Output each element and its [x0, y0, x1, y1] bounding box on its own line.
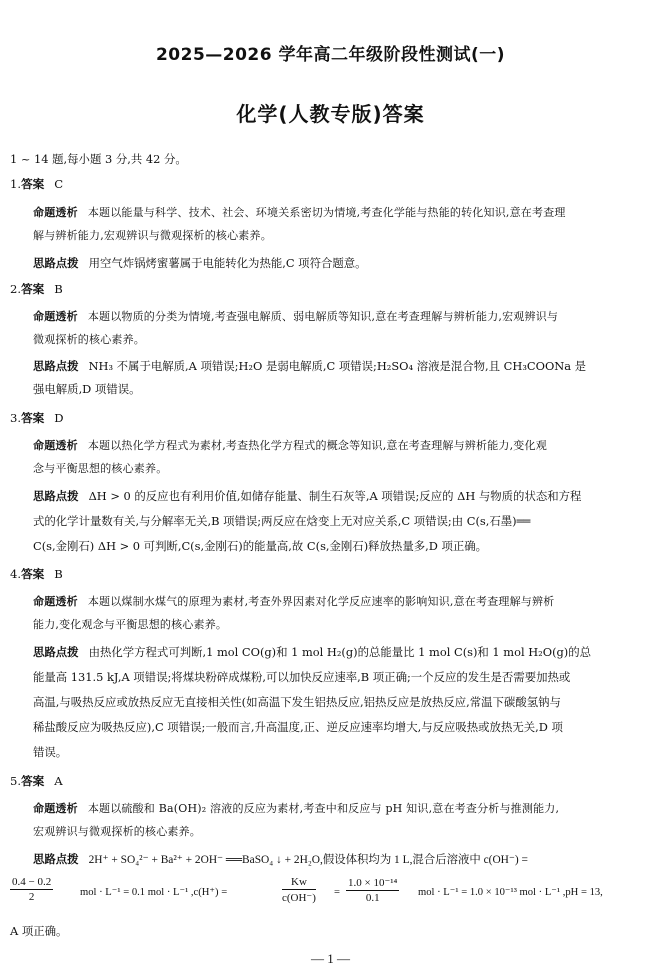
- q5-analysis-line-1: 本题以硫酸和 Ba(OH)₂ 溶液的反应为素材,考查中和反应与 pH 知识,意在考查分析与推测能力,: [87, 802, 560, 815]
- q4-hint-line-1: 由热化学方程式可判断,1 mol CO(g)和 1 mol H₂(g)的总能量比 1 mol C(s)和 1 mol H₂O(g)的总: [88, 645, 592, 659]
- q3-hint-line-1: ΔH > 0 的反应也有利用价值,如储存能量、制生石灰等,A 项错误;反应的 ΔH 与物质的状态和方程: [88, 489, 582, 503]
- q3-hint-line-3: C(s,金刚石) ΔH > 0 可判断,C(s,金刚石)的能量高,故 C(s,金刚石)释放热量多,D 项正确。: [33, 539, 488, 553]
- answer-label: 答案: [21, 177, 45, 191]
- q4-hint: [33, 645, 653, 660]
- q1-hint-line-1: 用空气炸锅烤蜜薯属于电能转化为热能,C 项符合题意。: [88, 256, 367, 270]
- hint-label: 思路点拨: [33, 645, 79, 659]
- fraction-3: [346, 876, 399, 904]
- q4-answer-line: [10, 567, 655, 582]
- q3-hint: [33, 489, 653, 504]
- intro-line: 1 ~ 14 题,每小题 3 分,共 42 分。: [10, 152, 187, 166]
- q5-analysis-line-2: 宏观辨识与微观探析的核心素养。: [33, 825, 201, 838]
- q5-answer-line: [10, 774, 655, 789]
- q5-hint: [33, 852, 653, 868]
- q4-analysis-line-2: 能力,变化观念与平衡思想的核心素养。: [33, 618, 228, 631]
- q2-number: 2.: [10, 282, 22, 296]
- q5-tail: A 项正确。: [10, 924, 68, 938]
- exam-title: 2025—2026 学年高二年级阶段性测试(一): [155, 45, 506, 65]
- q5-hint-line-1: 2H⁺ + SO₄²⁻ + Ba²⁺ + 2OH⁻ ══BaSO₄ ↓ + 2H₂O,假设体积均为 1 L,混合后溶液中 c(OH⁻) =: [88, 854, 528, 866]
- hint-label: 思路点拨: [33, 489, 79, 503]
- q4-hint-line-5: 错误。: [33, 745, 68, 759]
- q3-answer: D: [54, 411, 64, 425]
- q3-hint-line-2: 式的化学计量数有关,与分解率无关,B 项错误;两反应在焓变上无对应关系,C 项错误;由 C(s,石墨)══: [33, 514, 531, 528]
- q2-hint: [33, 359, 653, 374]
- fraction-2-numerator: Kw: [282, 876, 316, 890]
- q2-hint-line-1: NH₃ 不属于电解质,A 项错误;H₂O 是弱电解质,C 项错误;H₂SO₄ 溶液是混合物,且 CH₃COONa 是: [88, 359, 587, 373]
- q4-hint-line-4: 稀盐酸反应为吸热反应),C 项错误;一般而言,升高温度,正、逆反应速率均增大,与反应吸热或放热无关,D 项: [33, 720, 563, 734]
- q3-analysis-line-2: 念与平衡思想的核心素养。: [33, 462, 168, 475]
- q3-analysis: [33, 438, 653, 453]
- q4-answer: B: [54, 567, 63, 581]
- formula-segment-2: mol · L⁻¹ = 1.0 × 10⁻¹³ mol · L⁻¹ ,pH = 13,: [418, 887, 603, 898]
- q2-analysis: [33, 309, 653, 324]
- exam-subtitle: 化学(人教专版)答案: [236, 102, 425, 126]
- fraction-1-denominator: 2: [28, 891, 35, 903]
- q4-hint-line-2: 能量高 131.5 kJ,A 项错误;将煤块粉碎成煤粉,可以加快反应速率,B 项正确;一个反应的发生是否需要加热或: [33, 670, 571, 684]
- fraction-2: [282, 876, 316, 904]
- hint-label: 思路点拨: [33, 359, 79, 373]
- q5-answer: A: [54, 774, 63, 788]
- q2-answer: B: [54, 282, 63, 296]
- q5-number: 5.: [10, 774, 22, 788]
- fraction-3-denominator: 0.1: [365, 892, 380, 904]
- q1-analysis-line-1: 本题以能量与科学、技术、社会、环境关系密切为情境,考查化学能与热能的转化知识,意在考查理: [87, 206, 566, 219]
- analysis-label: 命题透析: [33, 439, 78, 452]
- q1-number: 1.: [10, 177, 22, 191]
- fraction-3-numerator: 1.0 × 10⁻¹⁴: [348, 877, 398, 889]
- answer-label: 答案: [21, 411, 45, 425]
- analysis-label: 命题透析: [33, 802, 78, 815]
- page-number: — 1 —: [311, 951, 350, 966]
- analysis-label: 命题透析: [33, 310, 78, 323]
- q4-analysis: [33, 594, 653, 609]
- answer-label: 答案: [21, 567, 45, 581]
- q3-analysis-line-1: 本题以热化学方程式为素材,考查热化学方程式的概念等知识,意在考查理解与辨析能力,变化观: [87, 439, 547, 452]
- q2-analysis-line-1: 本题以物质的分类为情境,考查强电解质、弱电解质等知识,意在考查理解与辨析能力,宏观辨识与: [87, 310, 559, 323]
- hint-label: 思路点拨: [33, 852, 79, 866]
- q1-answer-line: [10, 177, 655, 192]
- q1-answer: C: [54, 177, 64, 191]
- q3-answer-line: [10, 411, 655, 426]
- q4-hint-line-3: 高温,与吸热反应或放热反应无直接相关性(如高温下发生铝热反应,铝热反应是放热反应,常温下碳酸氢钠与: [33, 695, 561, 709]
- q1-analysis-line-2: 解与辨析能力,宏观辨识与微观探析的核心素养。: [33, 229, 272, 242]
- q3-number: 3.: [10, 411, 22, 425]
- answer-label: 答案: [21, 282, 45, 296]
- formula-equals: =: [334, 887, 340, 898]
- q1-analysis: [33, 205, 653, 220]
- fraction-1: [10, 876, 53, 903]
- hint-label: 思路点拨: [33, 256, 79, 270]
- fraction-1-numerator: 0.4 − 0.2: [12, 876, 52, 888]
- q1-hint: [33, 256, 653, 271]
- q4-analysis-line-1: 本题以煤制水煤气的原理为素材,考查外界因素对化学反应速率的影响知识,意在考查理解与辨析: [87, 595, 555, 608]
- fraction-2-denominator: c(OH⁻): [282, 892, 316, 904]
- q2-answer-line: [10, 282, 655, 297]
- q4-number: 4.: [10, 567, 22, 581]
- analysis-label: 命题透析: [33, 206, 78, 219]
- answer-label: 答案: [21, 774, 45, 788]
- analysis-label: 命题透析: [33, 595, 78, 608]
- q5-analysis: [33, 801, 653, 816]
- q2-hint-line-2: 强电解质,D 项错误。: [33, 382, 141, 396]
- formula-segment-1: mol · L⁻¹ = 0.1 mol · L⁻¹ ,c(H⁺) =: [80, 887, 228, 898]
- q2-analysis-line-2: 微观探析的核心素养。: [33, 333, 145, 346]
